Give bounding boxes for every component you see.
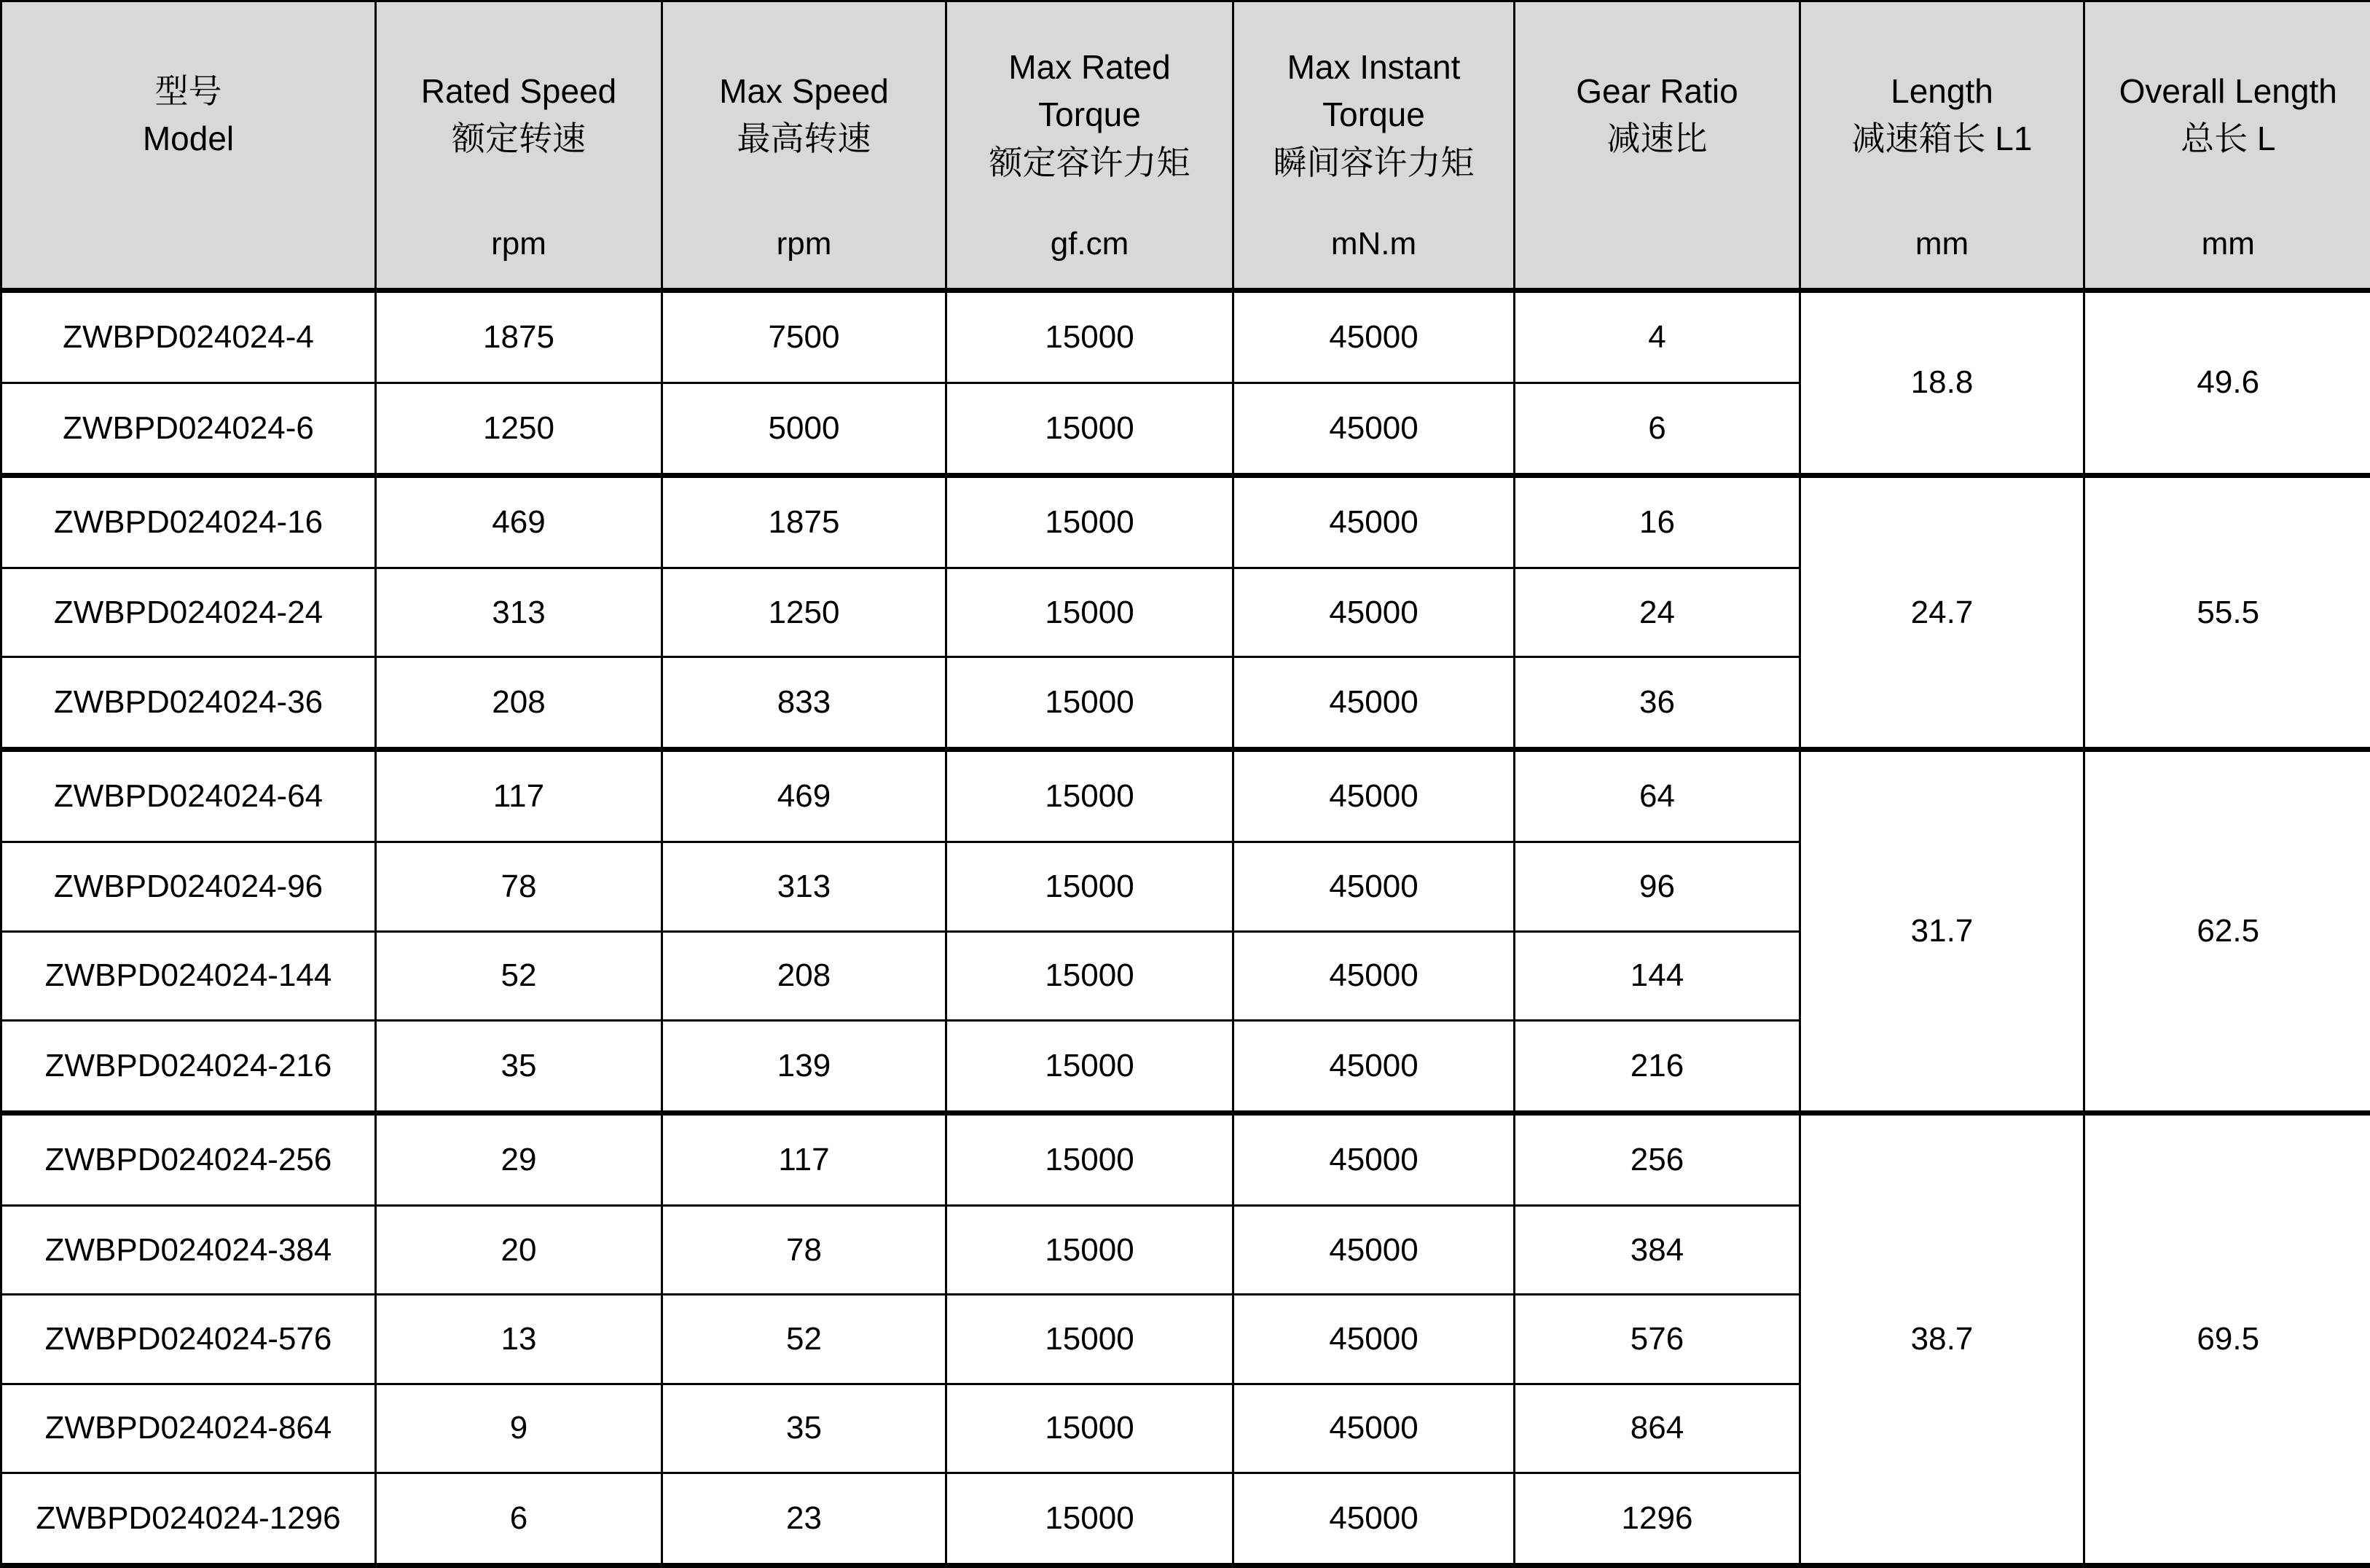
header-line: Rated Speed — [420, 71, 617, 110]
cell-gear-ratio: 144 — [1515, 931, 1800, 1020]
cell-gear-ratio: 24 — [1515, 568, 1800, 656]
cell-model: ZWBPD024024-36 — [1, 657, 376, 750]
header-line: 最高转速 — [737, 119, 871, 157]
cell-max-instant-torque: 45000 — [1233, 1113, 1515, 1205]
cell-gear-ratio: 216 — [1515, 1020, 1800, 1113]
col-header-max-instant-torque — [1233, 1, 1515, 291]
cell-max-rated-torque: 15000 — [946, 931, 1233, 1020]
cell-max-speed: 52 — [662, 1295, 946, 1384]
cell-gear-ratio: 96 — [1515, 842, 1800, 931]
cell-model: ZWBPD024024-384 — [1, 1205, 376, 1294]
cell-model: ZWBPD024024-1296 — [1, 1473, 376, 1565]
cell-max-speed: 469 — [662, 750, 946, 842]
table-row — [1, 291, 2370, 383]
cell-gear-ratio: 864 — [1515, 1384, 1800, 1473]
cell-max-speed: 208 — [662, 931, 946, 1020]
cell-max-speed: 313 — [662, 842, 946, 931]
cell-max-rated-torque: 15000 — [946, 1473, 1233, 1565]
col-header-model — [1, 1, 376, 291]
cell-overall-length-group: 49.6 — [2084, 291, 2370, 476]
cell-model: ZWBPD024024-256 — [1, 1113, 376, 1205]
header-line: Torque — [1322, 95, 1425, 134]
col-header-gear-ratio — [1515, 1, 1800, 291]
cell-max-speed: 1875 — [662, 475, 946, 568]
cell-max-rated-torque: 15000 — [946, 383, 1233, 475]
cell-rated-speed: 1250 — [376, 383, 662, 475]
header-line: 瞬间容许力矩 — [1273, 143, 1475, 181]
cell-max-rated-torque: 15000 — [946, 1113, 1233, 1205]
cell-max-rated-torque: 15000 — [946, 1205, 1233, 1294]
header-unit — [1515, 228, 1799, 288]
cell-rated-speed: 313 — [376, 568, 662, 656]
col-header-max-speed — [662, 1, 946, 291]
cell-model: ZWBPD024024-864 — [1, 1384, 376, 1473]
cell-max-instant-torque: 45000 — [1233, 475, 1515, 568]
cell-max-instant-torque: 45000 — [1233, 291, 1515, 383]
cell-max-rated-torque: 15000 — [946, 1384, 1233, 1473]
cell-model: ZWBPD024024-576 — [1, 1295, 376, 1384]
cell-max-speed: 35 — [662, 1384, 946, 1473]
cell-max-speed: 117 — [662, 1113, 946, 1205]
cell-model: ZWBPD024024-6 — [1, 383, 376, 475]
header-line: Torque — [1038, 95, 1141, 134]
header-line: Gear Ratio — [1576, 71, 1738, 110]
cell-max-rated-torque: 15000 — [946, 1295, 1233, 1384]
cell-max-speed: 1250 — [662, 568, 946, 656]
col-header-max-rated-torque — [946, 1, 1233, 291]
col-header-length-l1 — [1800, 1, 2084, 291]
cell-rated-speed: 29 — [376, 1113, 662, 1205]
cell-model: ZWBPD024024-216 — [1, 1020, 376, 1113]
cell-gear-ratio: 4 — [1515, 291, 1800, 383]
col-header-rated-speed — [376, 1, 662, 291]
cell-gear-ratio: 384 — [1515, 1205, 1800, 1294]
header-unit: gf.cm — [1050, 226, 1129, 262]
cell-gear-ratio: 16 — [1515, 475, 1800, 568]
cell-max-instant-torque: 45000 — [1233, 931, 1515, 1020]
cell-max-instant-torque: 45000 — [1233, 383, 1515, 475]
cell-rated-speed: 117 — [376, 750, 662, 842]
cell-rated-speed: 1875 — [376, 291, 662, 383]
cell-model: ZWBPD024024-16 — [1, 475, 376, 568]
header-line: Length — [1891, 71, 1993, 110]
cell-length-l1-group: 18.8 — [1800, 291, 2084, 476]
header-line: 减速比 — [1606, 119, 1708, 157]
cell-gear-ratio: 64 — [1515, 750, 1800, 842]
cell-max-speed: 7500 — [662, 291, 946, 383]
header-unit: rpm — [776, 226, 832, 262]
cell-model: ZWBPD024024-4 — [1, 291, 376, 383]
cell-max-speed: 23 — [662, 1473, 946, 1565]
cell-max-speed: 78 — [662, 1205, 946, 1294]
header-line: 型号 — [154, 71, 222, 110]
cell-rated-speed: 52 — [376, 931, 662, 1020]
cell-length-l1-group: 38.7 — [1800, 1113, 2084, 1565]
cell-max-speed: 139 — [662, 1020, 946, 1113]
cell-gear-ratio: 36 — [1515, 657, 1800, 750]
cell-model: ZWBPD024024-24 — [1, 568, 376, 656]
table-row — [1, 475, 2370, 568]
cell-max-instant-torque: 45000 — [1233, 842, 1515, 931]
cell-max-instant-torque: 45000 — [1233, 1384, 1515, 1473]
cell-rated-speed: 208 — [376, 657, 662, 750]
cell-gear-ratio: 256 — [1515, 1113, 1800, 1205]
cell-gear-ratio: 6 — [1515, 383, 1800, 475]
header-line: Max Speed — [719, 71, 889, 110]
cell-model: ZWBPD024024-96 — [1, 842, 376, 931]
cell-max-instant-torque: 45000 — [1233, 1020, 1515, 1113]
header-line: Model — [142, 119, 235, 157]
header-row — [1, 1, 2370, 291]
cell-model: ZWBPD024024-64 — [1, 750, 376, 842]
cell-max-instant-torque: 45000 — [1233, 1295, 1515, 1384]
cell-gear-ratio: 1296 — [1515, 1473, 1800, 1565]
cell-max-rated-torque: 15000 — [946, 1020, 1233, 1113]
cell-max-speed: 833 — [662, 657, 946, 750]
cell-gear-ratio: 576 — [1515, 1295, 1800, 1384]
header-unit: mm — [1915, 226, 1969, 262]
col-header-overall-length — [2084, 1, 2370, 291]
cell-length-l1-group: 31.7 — [1800, 750, 2084, 1113]
cell-rated-speed: 469 — [376, 475, 662, 568]
header-line: 减速箱长 L1 — [1851, 119, 2033, 157]
cell-rated-speed: 13 — [376, 1295, 662, 1384]
cell-max-rated-torque: 15000 — [946, 291, 1233, 383]
table-row — [1, 750, 2370, 842]
cell-length-l1-group: 24.7 — [1800, 475, 2084, 749]
cell-rated-speed: 6 — [376, 1473, 662, 1565]
table-row — [1, 1113, 2370, 1205]
header-line: 额定转速 — [452, 119, 586, 157]
cell-overall-length-group: 55.5 — [2084, 475, 2370, 749]
header-line: 总长 L — [2181, 119, 2276, 157]
header-line: 额定容许力矩 — [989, 143, 1190, 181]
cell-max-rated-torque: 15000 — [946, 842, 1233, 931]
header-line: Max Rated — [1008, 48, 1171, 87]
header-unit — [2, 228, 374, 288]
cell-max-instant-torque: 45000 — [1233, 1473, 1515, 1565]
cell-max-rated-torque: 15000 — [946, 750, 1233, 842]
cell-rated-speed: 20 — [376, 1205, 662, 1294]
header-unit: rpm — [491, 226, 546, 262]
cell-max-instant-torque: 45000 — [1233, 568, 1515, 656]
cell-max-rated-torque: 15000 — [946, 475, 1233, 568]
header-line: Overall Length — [2119, 71, 2337, 110]
cell-overall-length-group: 62.5 — [2084, 750, 2370, 1113]
header-unit: mN.m — [1330, 226, 1417, 262]
cell-max-rated-torque: 15000 — [946, 568, 1233, 656]
header-line: Max Instant — [1287, 48, 1461, 87]
cell-model: ZWBPD024024-144 — [1, 931, 376, 1020]
cell-overall-length-group: 69.5 — [2084, 1113, 2370, 1565]
cell-max-instant-torque: 45000 — [1233, 657, 1515, 750]
cell-max-speed: 5000 — [662, 383, 946, 475]
cell-max-rated-torque: 15000 — [946, 657, 1233, 750]
cell-rated-speed: 78 — [376, 842, 662, 931]
cell-rated-speed: 35 — [376, 1020, 662, 1113]
cell-max-instant-torque: 45000 — [1233, 750, 1515, 842]
header-unit: mm — [2201, 226, 2255, 262]
cell-max-instant-torque: 45000 — [1233, 1205, 1515, 1294]
cell-rated-speed: 9 — [376, 1384, 662, 1473]
